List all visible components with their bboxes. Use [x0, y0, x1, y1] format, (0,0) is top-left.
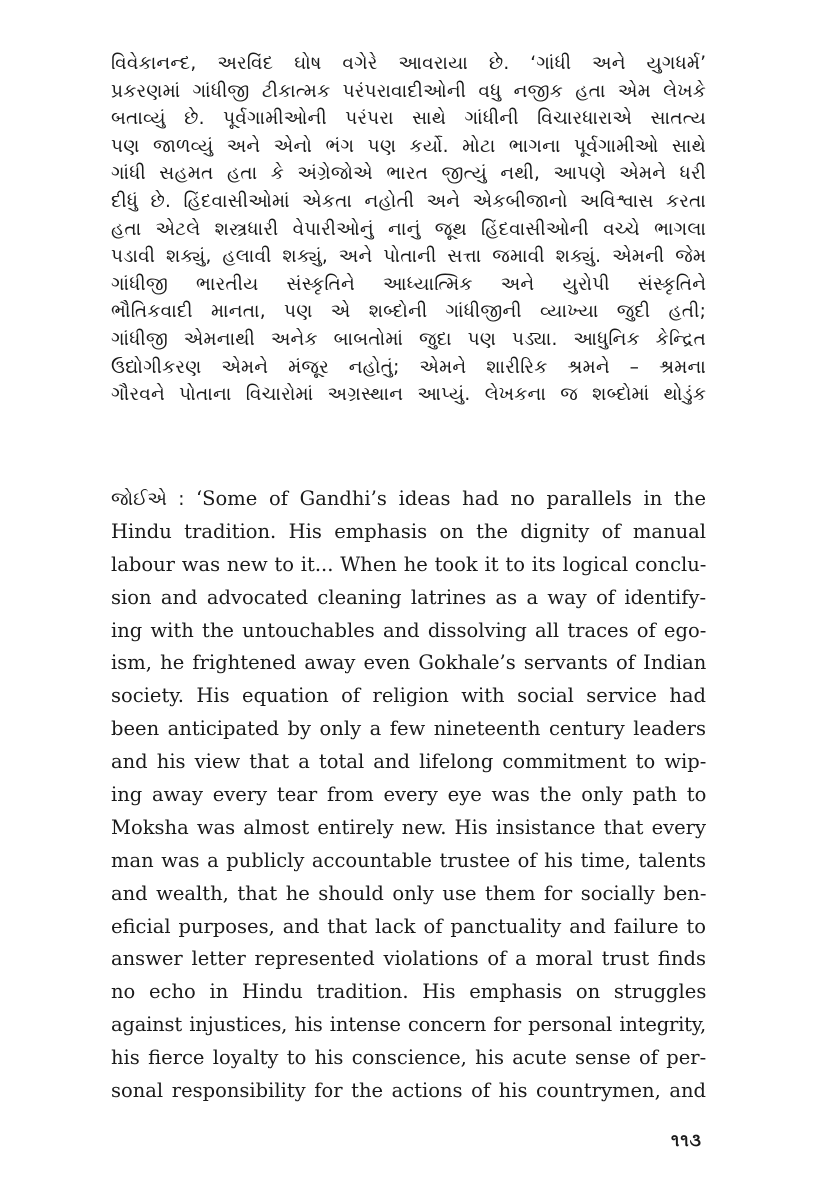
- text-line: against injustices, his intense concern for personal integrity,: [111, 1013, 706, 1037]
- text-line: ism, he frightened away even Gokhale’s servants of Indian: [111, 651, 707, 675]
- text-line: ગાંધીજી ભારતીય સંસ્કૃતિને આધ્યાત્મિક અને યુરોપી સંસ્કૃતિને: [111, 273, 707, 295]
- gujarati-paragraph: [111, 50, 706, 409]
- mixed-text-line: [111, 483, 706, 516]
- text-line: eficial purposes, and that lack of panctuality and failure to: [111, 914, 706, 938]
- text-line: વિવેકાનન્દ, અરવિંદ ઘોષ વગેરે આવરાયા છે. ‘ગાંધી અને યુગધર્મ’: [111, 53, 707, 74]
- gujarati-lead-in: જોઈએ :: [111, 489, 196, 510]
- text-line: ભૌતિકવાદી માનતા, પણ એ શબ્દોની ગાંધીજીની વ્યાખ્યા જુદી હતી;: [111, 301, 706, 323]
- text-line: પડાવી શક્યું, હલાવી શક્યું, અને પોતાની સત્તા જમાવી શક્યું. એમની જેમ: [111, 246, 707, 268]
- text-line: Moksha was almost entirely new. His insistance that every: [111, 815, 706, 839]
- text-line: ing away every tear from every eye was the only path to: [111, 783, 707, 807]
- text-line: ગાંધી સહમત હતા કે અંગ્રેજોએ ભારત જીત્યું નથી, આપણે એમને ધરી: [111, 163, 706, 185]
- text-line: ઉદ્યોગીકરણ એમને મંજૂર નહોતું; એમને શારીરિક શ્રમને – શ્રમના: [111, 356, 706, 378]
- text-line: હતા એટલે શસ્ત્રધારી વેપારીઓનું નાનું જૂથ હિંદવાસીઓની વચ્ચે ભાગલા: [111, 218, 707, 240]
- text-line: been anticipated by only a few nineteenth century leaders: [111, 717, 706, 741]
- english-quotation: [111, 483, 706, 1108]
- text-line: ing with the untouchables and dissolving all traces of ego-: [111, 618, 707, 642]
- text-line: ગાંધીજી એમનાથી અનેક બાબતોમાં જુદા પણ પડ્યા. આધુનિક કેન્દ્રિત: [111, 328, 706, 350]
- text-line: answer letter represented violations of a moral trust finds: [111, 947, 706, 971]
- text-line: બતાવ્યું છે. પૂર્વગામીઓની પરંપરા સાથે ગાંધીની વિચારધારાએ સાતત્ય: [111, 108, 706, 130]
- text-line: sion and advocated cleaning latrines as a way of identify-: [111, 585, 707, 609]
- text-line: no echo in Hindu tradition. His emphasis on struggles: [111, 980, 707, 1004]
- text-line: દીધું છે. હિંદવાસીઓમાં એકતા નહોતી અને એકબીજાનો અવિશ્વાસ કરતા: [111, 190, 706, 212]
- text-line: society. His equation of religion with social service had: [111, 684, 706, 708]
- text-line: Hindu tradition. His emphasis on the dignity of manual: [111, 519, 706, 543]
- text-line: man was a publicly accountable trustee of his time, talents: [111, 848, 706, 872]
- quote-start: ‘Some of Gandhi’s ideas had no parallels in the: [195, 487, 706, 510]
- text-line: his fierce loyalty to his conscience, his acute sense of per-: [111, 1046, 707, 1070]
- text-line: and wealth, that he should only use them for socially ben-: [111, 881, 707, 905]
- text-line: and his view that a total and lifelong commitment to wip-: [111, 750, 707, 774]
- text-line: પ્રકરણમાં ગાંધીજી ટીકાત્મક પરંપરાવાદીઓની વધુ નજીક હતા એમ લેખકે: [111, 80, 706, 102]
- text-line: પણ જાળવ્યું અને એનો ભંગ પણ કર્યો. મોટા ભાગના પૂર્વગામીઓ સાથે: [111, 135, 706, 157]
- page-number: ૧૧૩: [671, 1131, 702, 1151]
- text-line: labour was new to it... When he took it to its logical conclu-: [111, 552, 707, 576]
- text-line: sonal responsibility for the actions of his countrymen, and: [111, 1079, 707, 1103]
- text-line: ગૌરવને પોતાના વિચારોમાં અગ્રસ્થાન આપ્યું. લેખકના જ શબ્દોમાં થોડુંક: [111, 384, 707, 406]
